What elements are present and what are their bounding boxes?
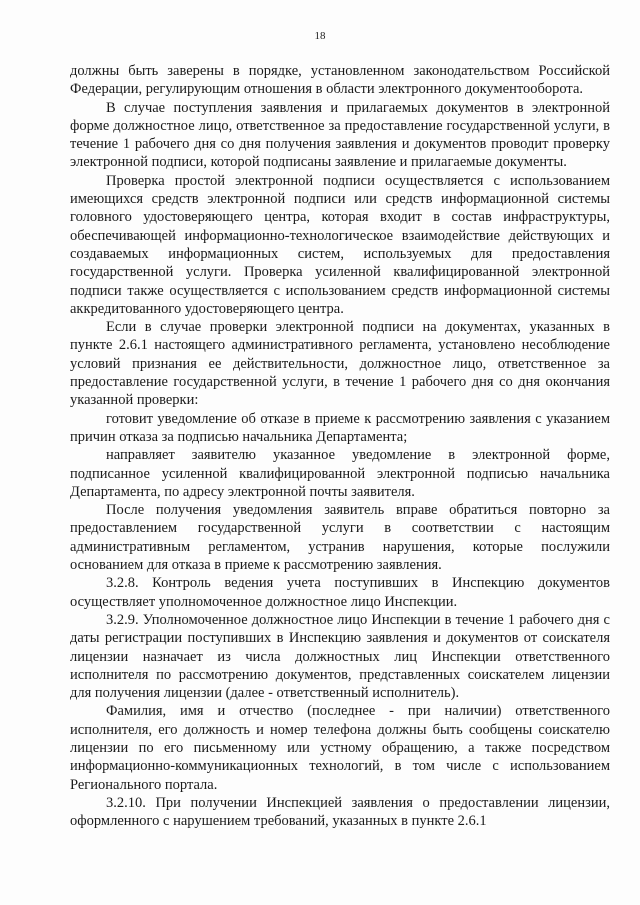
paragraph-signature-invalid: Если в случае проверки электронной подписи на документах, указанных в пункте 2.6.1 настоящего административного регламента, установлено несоблюдение условий признания ее действительности, должностное лицо, ответственное за предоставление государственной услуги, в течение 1 рабочего дня со дня окончания указанной проверки: <box>70 319 610 409</box>
paragraph-3-2-9: 3.2.9. Уполномоченное должностное лицо Инспекции в течение 1 рабочего дня с даты регистрации поступивших в Инспекцию заявления и документов от соискателя лицензии назначает из числа должностных лиц Инспекции ответственного исполнителя по рассмотрению документов, представленных соискателем лицензии для получения лицензии (далее - ответственный исполнитель). <box>70 611 610 702</box>
paragraph-simple-signature-check: Проверка простой электронной подписи осуществляется с использованием имеющихся средств электронной подписи или средств информационной системы головного удостоверяющего центра, которая входит в состав инфраструктуры, обеспечивающей информационно-технологическое взаимодействие действующих и создаваемых информационных систем, используемых для предоставления государственной услуги. Проверка усиленной квалифицированной электронной подписи также осуществляется с использованием средств информационной системы аккредитованного удостоверяющего центра. <box>70 172 610 317</box>
document-body <box>70 62 610 830</box>
paragraph-electronic-form: В случае поступления заявления и прилагаемых документов в электронной форме должностное лицо, ответственное за предоставление государственной услуги, в течение 1 рабочего дня со дня получения заявления и документов проводит проверку электронной подписи, которой подписаны заявление и прилагаемые документы. <box>70 99 610 171</box>
paragraph-prepares-notice: готовит уведомление об отказе в приеме к рассмотрению заявления с указанием причин отказа за подписью начальника Департамента; <box>70 410 610 445</box>
page-number: 18 <box>314 30 326 42</box>
paragraph-3-2-10: 3.2.10. При получении Инспекцией заявления о предоставлении лицензии, оформленного с нарушением требований, указанных в пункте 2.6.1 <box>70 794 610 830</box>
paragraph-responsible-contact: Фамилия, имя и отчество (последнее - при наличии) ответственного исполнителя, его должность и номер телефона должны быть сообщены соискателю лицензии по его письменному или устному обращению, а также посредством информационно-коммуникационных технологий, в том числе с использованием Регионального портала. <box>70 703 610 793</box>
paragraph-continuation: должны быть заверены в порядке, установленном законодательством Российской Федерации, регулирующим отношения в области электронного документооборота. <box>70 63 610 98</box>
paragraph-reapply: После получения уведомления заявитель вправе обратиться повторно за предоставлением государственной услуги в соответствии с настоящим административным регламентом, устранив нарушения, которые послужили основанием для отказа в приеме к рассмотрению заявления. <box>70 502 610 574</box>
paragraph-sends-notice: направляет заявителю указанное уведомление в электронной форме, подписанное усиленной квалифицированной электронной подписью начальника Департамента, по адресу электронной почты заявителя. <box>70 447 610 500</box>
paragraph-3-2-8: 3.2.8. Контроль ведения учета поступивших в Инспекцию документов осуществляет уполномоченное должностное лицо Инспекции. <box>70 575 610 610</box>
